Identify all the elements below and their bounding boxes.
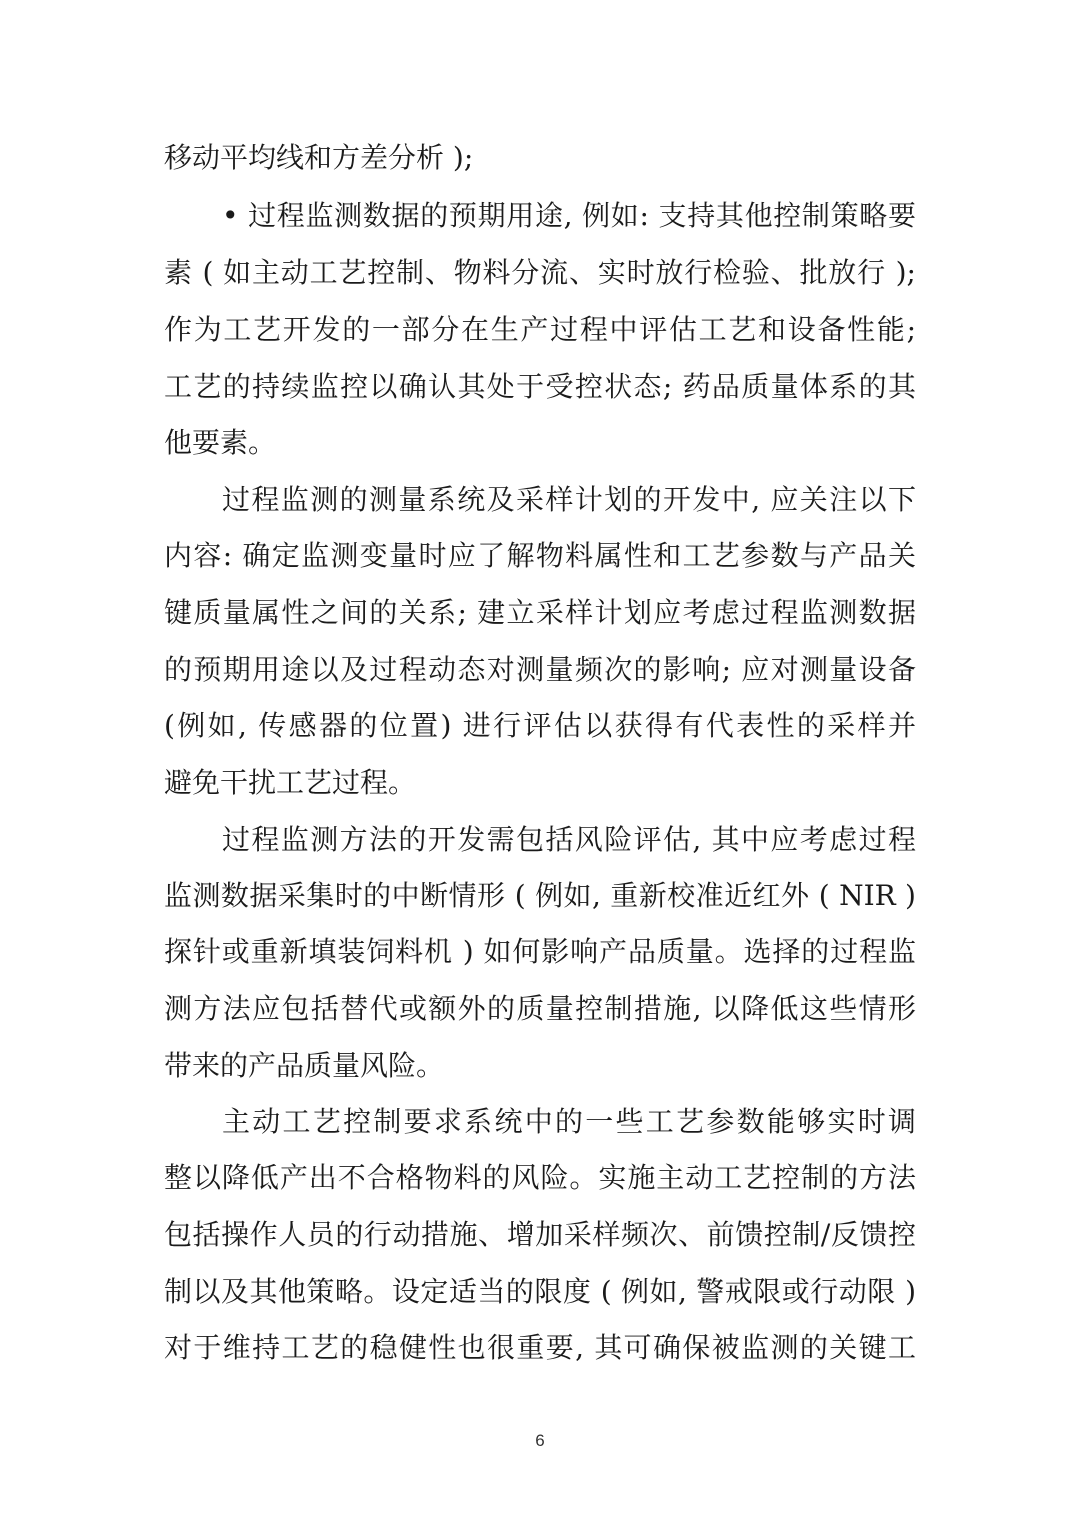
text-line: 对于维持工艺的稳健性也很重要, 其可确保被监测的关键工 [164, 1331, 916, 1364]
text-line: 测方法应包括替代或额外的质量控制措施, 以降低这些情形 [164, 992, 916, 1025]
text-line: 避免干扰工艺过程。 [164, 766, 417, 799]
text-line: 制以及其他策略。设定适当的限度 ( 例如, 警戒限或行动限 ) [164, 1275, 916, 1308]
text-line: 他要素。 [164, 426, 277, 459]
text-line: 工艺的持续监控以确认其处于受控状态; 药品质量体系的其 [164, 370, 916, 403]
text-line: 监测数据采集时的中断情形 ( 例如, 重新校准近红外 ( NIR ) [164, 879, 916, 912]
page-number: 6 [535, 1431, 545, 1450]
paragraph-first-line: 过程监测的测量系统及采样计划的开发中, 应关注以下 [222, 483, 916, 516]
paragraph-first-line: 主动工艺控制要求系统中的一些工艺参数能够实时调 [222, 1105, 916, 1138]
text-line: 整以降低产出不合格物料的风险。实施主动工艺控制的方法 [164, 1161, 916, 1194]
text-line: 包括操作人员的行动措施、增加采样频次、前馈控制/反馈控 [164, 1218, 916, 1251]
text-line: 移动平均线和方差分析 ); [164, 141, 474, 174]
paragraph-first-line: 过程监测方法的开发需包括风险评估, 其中应考虑过程 [222, 823, 916, 856]
text-line: 内容: 确定监测变量时应了解物料属性和工艺参数与产品关 [164, 539, 916, 572]
text-line: (例如, 传感器的位置) 进行评估以获得有代表性的采样并 [164, 709, 916, 742]
text-line: 键质量属性之间的关系; 建立采样计划应考虑过程监测数据 [164, 596, 916, 629]
bullet-line: • 过程监测数据的预期用途, 例如: 支持其他控制策略要 [222, 199, 916, 232]
text-line: 探针或重新填装饲料机 ) 如何影响产品质量。选择的过程监 [164, 935, 916, 968]
text-line: 带来的产品质量风险。 [164, 1049, 445, 1082]
text-line: 素 ( 如主动工艺控制、物料分流、实时放行检验、批放行 ); [164, 256, 916, 289]
text-line: 的预期用途以及过程动态对测量频次的影响; 应对测量设备 [164, 653, 916, 686]
text-line: 作为工艺开发的一部分在生产过程中评估工艺和设备性能; [164, 313, 916, 346]
